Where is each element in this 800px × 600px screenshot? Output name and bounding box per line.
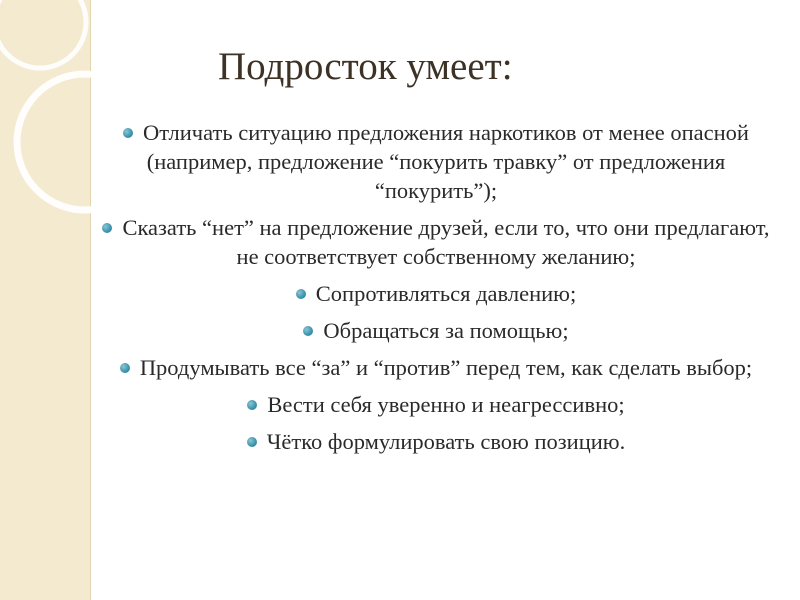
bullet-icon — [303, 326, 313, 336]
list-item-text: Отличать ситуацию предложения наркотиков от менее опасной (например, предложение “покурить травку” от предложения “покурить”); — [143, 120, 749, 203]
list-item-text: Продумывать все “за” и “против” перед тем, как сделать выбор; — [139, 355, 753, 380]
list-item-text: Сопротивляться давлению; — [315, 281, 577, 306]
bullet-icon — [120, 363, 130, 373]
slide-title: Подросток умеет: — [218, 45, 513, 88]
list-item — [96, 353, 776, 382]
bullet-list — [96, 118, 776, 464]
list-item-text: Сказать “нет” на предложение друзей, если то, что они предлагают, не соответствует собственному желанию; — [122, 215, 770, 269]
bullet-icon — [296, 289, 306, 299]
list-item — [96, 118, 776, 205]
list-item — [96, 316, 776, 345]
bullet-icon — [247, 400, 257, 410]
bullet-icon — [247, 437, 257, 447]
list-item-text: Обращаться за помощью; — [323, 318, 569, 343]
list-item — [96, 427, 776, 456]
list-item-text: Вести себя уверенно и неагрессивно; — [267, 392, 625, 417]
list-item-text: Чётко формулировать свою позицию. — [266, 429, 626, 454]
list-item — [96, 213, 776, 271]
list-item — [96, 390, 776, 419]
list-item — [96, 279, 776, 308]
bullet-icon — [123, 128, 133, 138]
bullet-icon — [102, 223, 112, 233]
decor-ring-small — [0, 0, 86, 68]
